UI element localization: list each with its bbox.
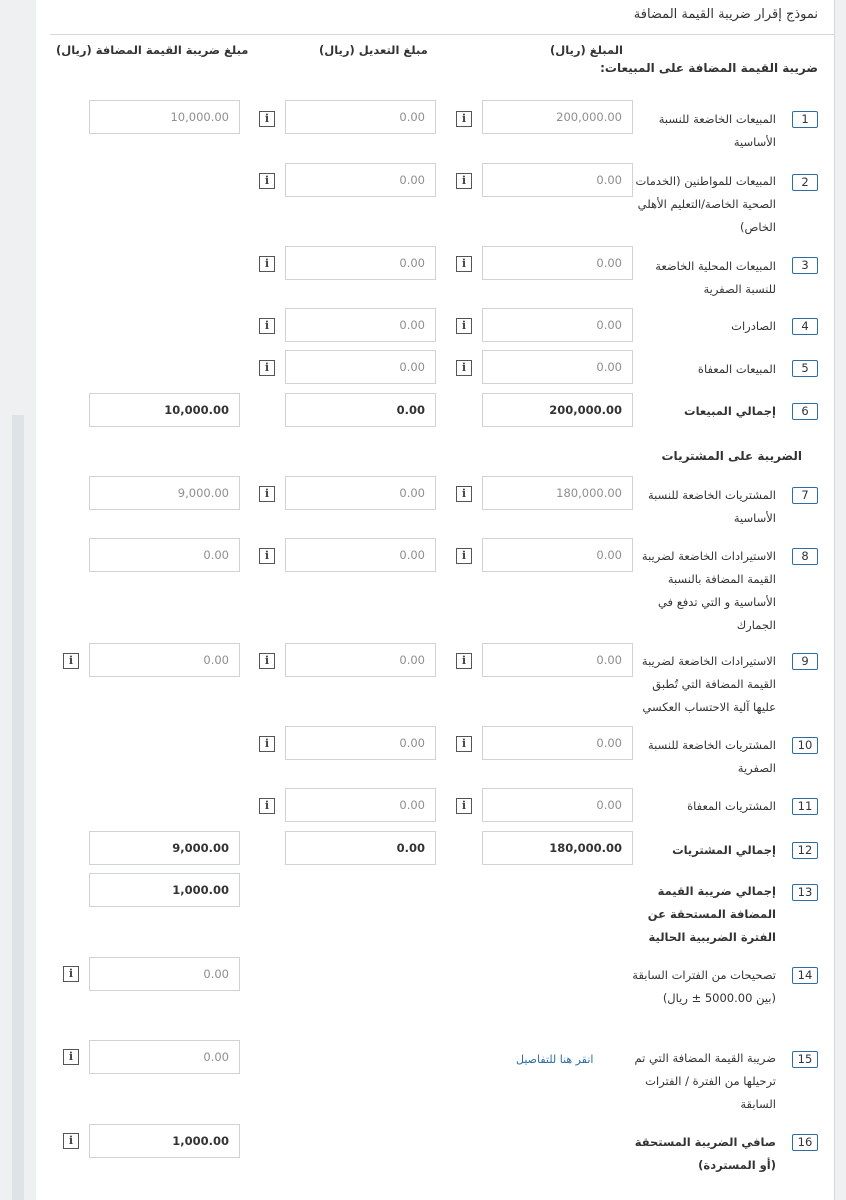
info-icon[interactable]: i: [259, 173, 275, 189]
section-title-purchases: الضريبة على المشتريات: [661, 449, 802, 463]
row-number: 12: [792, 842, 818, 859]
info-icon[interactable]: i: [63, 1049, 79, 1065]
row-number: 3: [792, 257, 818, 274]
info-icon[interactable]: i: [259, 736, 275, 752]
form-title: نموذج إقرار ضريبة القيمة المضافة: [633, 7, 818, 22]
info-icon[interactable]: i: [63, 1133, 79, 1149]
row-label: الصادرات: [731, 319, 776, 333]
info-icon[interactable]: i: [456, 548, 472, 564]
adjustment-field[interactable]: 0.00: [285, 476, 436, 510]
row-number: 5: [792, 360, 818, 377]
vat-field[interactable]: 0.00: [89, 643, 240, 677]
total-purchases-vat-field[interactable]: 9,000.00: [89, 831, 240, 865]
section-title-sales: ضريبة القيمة المضافة على المبيعات:: [600, 61, 818, 75]
info-icon[interactable]: i: [456, 798, 472, 814]
amount-field[interactable]: 0.00: [482, 538, 633, 572]
row-label: إجمالي المشتريات: [672, 843, 776, 857]
row-label: المشتريات الخاضعة للنسبة الأساسية: [647, 488, 776, 525]
amount-field[interactable]: 200,000.00: [482, 100, 633, 134]
amount-field[interactable]: 0.00: [482, 726, 633, 760]
total-sales-vat-field[interactable]: 10,000.00: [89, 393, 240, 427]
info-icon[interactable]: i: [259, 318, 275, 334]
row-label: الاستيرادات الخاضعة لضريبة القيمة المضافة بالنسبة الأساسية و التي تدفع في الجمارك: [641, 549, 776, 632]
adjustment-field[interactable]: 0.00: [285, 308, 436, 342]
row-label: تصحيحات من الفترات السابقة (بين 5000.00 ± ريال): [632, 968, 776, 1005]
row-number: 7: [792, 487, 818, 504]
info-icon[interactable]: i: [456, 486, 472, 502]
vat-field[interactable]: 0.00: [89, 538, 240, 572]
row-label: الاستيرادات الخاضعة لضريبة القيمة المضافة التي تُطبق عليها آلية الاحتساب العكسي: [641, 654, 776, 714]
row-number: 13: [792, 884, 818, 901]
vat-return-form: [36, 0, 835, 1200]
info-icon[interactable]: i: [259, 653, 275, 669]
row-label: إجمالي المبيعات: [684, 404, 776, 418]
row-number: 8: [792, 548, 818, 565]
row-label: إجمالي ضريبة القيمة المضافة المستحقة عن الفترة الضريبية الحالية: [647, 884, 776, 944]
row-label: المبيعات للمواطنين (الخدمات الصحية الخاصة/التعليم الأهلي الخاص): [635, 174, 776, 234]
row-number: 16: [792, 1134, 818, 1151]
info-icon[interactable]: i: [259, 256, 275, 272]
amount-field[interactable]: 0.00: [482, 643, 633, 677]
title-divider: [50, 34, 834, 35]
row-number: 14: [792, 967, 818, 984]
adjustment-field[interactable]: 0.00: [285, 538, 436, 572]
info-icon[interactable]: i: [456, 736, 472, 752]
row-number: 2: [792, 174, 818, 191]
vat-field[interactable]: 9,000.00: [89, 476, 240, 510]
info-icon[interactable]: i: [259, 486, 275, 502]
total-purchases-amount-field[interactable]: 180,000.00: [482, 831, 633, 865]
info-icon[interactable]: i: [259, 798, 275, 814]
total-sales-adjustment-field[interactable]: 0.00: [285, 393, 436, 427]
carried-forward-vat-field[interactable]: 0.00: [89, 1040, 240, 1074]
total-purchases-adjustment-field[interactable]: 0.00: [285, 831, 436, 865]
info-icon[interactable]: i: [456, 111, 472, 127]
adjustment-field[interactable]: 0.00: [285, 788, 436, 822]
amount-field[interactable]: 0.00: [482, 163, 633, 197]
row-number: 10: [792, 737, 818, 754]
adjustment-field[interactable]: 0.00: [285, 643, 436, 677]
row-label: المبيعات المحلية الخاضعة للنسبة الصفرية: [655, 259, 776, 296]
adjustment-field[interactable]: 0.00: [285, 246, 436, 280]
row-number: 1: [792, 111, 818, 128]
row-label: المشتريات المعفاة: [687, 799, 776, 813]
scrollbar[interactable]: [12, 415, 24, 1200]
info-icon[interactable]: i: [456, 256, 472, 272]
amount-field[interactable]: 180,000.00: [482, 476, 633, 510]
adjustment-field[interactable]: 0.00: [285, 726, 436, 760]
amount-field[interactable]: 0.00: [482, 308, 633, 342]
row-label: المشتريات الخاضعة للنسبة الصفرية: [647, 738, 776, 775]
amount-field[interactable]: 0.00: [482, 350, 633, 384]
row-label: المبيعات الخاضعة للنسبة الأساسية: [658, 112, 776, 149]
row-number: 15: [792, 1051, 818, 1068]
info-icon[interactable]: i: [63, 653, 79, 669]
info-icon[interactable]: i: [456, 360, 472, 376]
info-icon[interactable]: i: [259, 111, 275, 127]
corrections-vat-field[interactable]: 0.00: [89, 957, 240, 991]
total-vat-due-field[interactable]: 1,000.00: [89, 873, 240, 907]
amount-field[interactable]: 0.00: [482, 788, 633, 822]
info-icon[interactable]: i: [456, 318, 472, 334]
column-header-amount: المبلغ (ريال): [550, 43, 623, 57]
amount-field[interactable]: 0.00: [482, 246, 633, 280]
row-label: ضريبة القيمة المضافة التي تم ترحيلها من الفترة / الفترات السابقة: [634, 1051, 776, 1111]
info-icon[interactable]: i: [63, 966, 79, 982]
vat-field[interactable]: 10,000.00: [89, 100, 240, 134]
row-number: 6: [792, 403, 818, 420]
row-number: 11: [792, 798, 818, 815]
info-icon[interactable]: i: [259, 360, 275, 376]
column-header-vat: مبلغ ضريبة القيمة المضافة (ريال): [56, 43, 249, 57]
row-number: 4: [792, 318, 818, 335]
row-number: 9: [792, 653, 818, 670]
column-header-adjustment: مبلغ التعديل (ريال): [319, 43, 428, 57]
net-vat-due-field[interactable]: 1,000.00: [89, 1124, 240, 1158]
total-sales-amount-field[interactable]: 200,000.00: [482, 393, 633, 427]
row-label: صافي الضريبة المستحقة (أو المستردة): [634, 1135, 776, 1172]
details-link[interactable]: انقر هنا للتفاصيل: [516, 1053, 594, 1066]
info-icon[interactable]: i: [259, 548, 275, 564]
info-icon[interactable]: i: [456, 653, 472, 669]
adjustment-field[interactable]: 0.00: [285, 163, 436, 197]
row-label: المبيعات المعفاة: [697, 362, 776, 376]
adjustment-field[interactable]: 0.00: [285, 100, 436, 134]
info-icon[interactable]: i: [456, 173, 472, 189]
adjustment-field[interactable]: 0.00: [285, 350, 436, 384]
